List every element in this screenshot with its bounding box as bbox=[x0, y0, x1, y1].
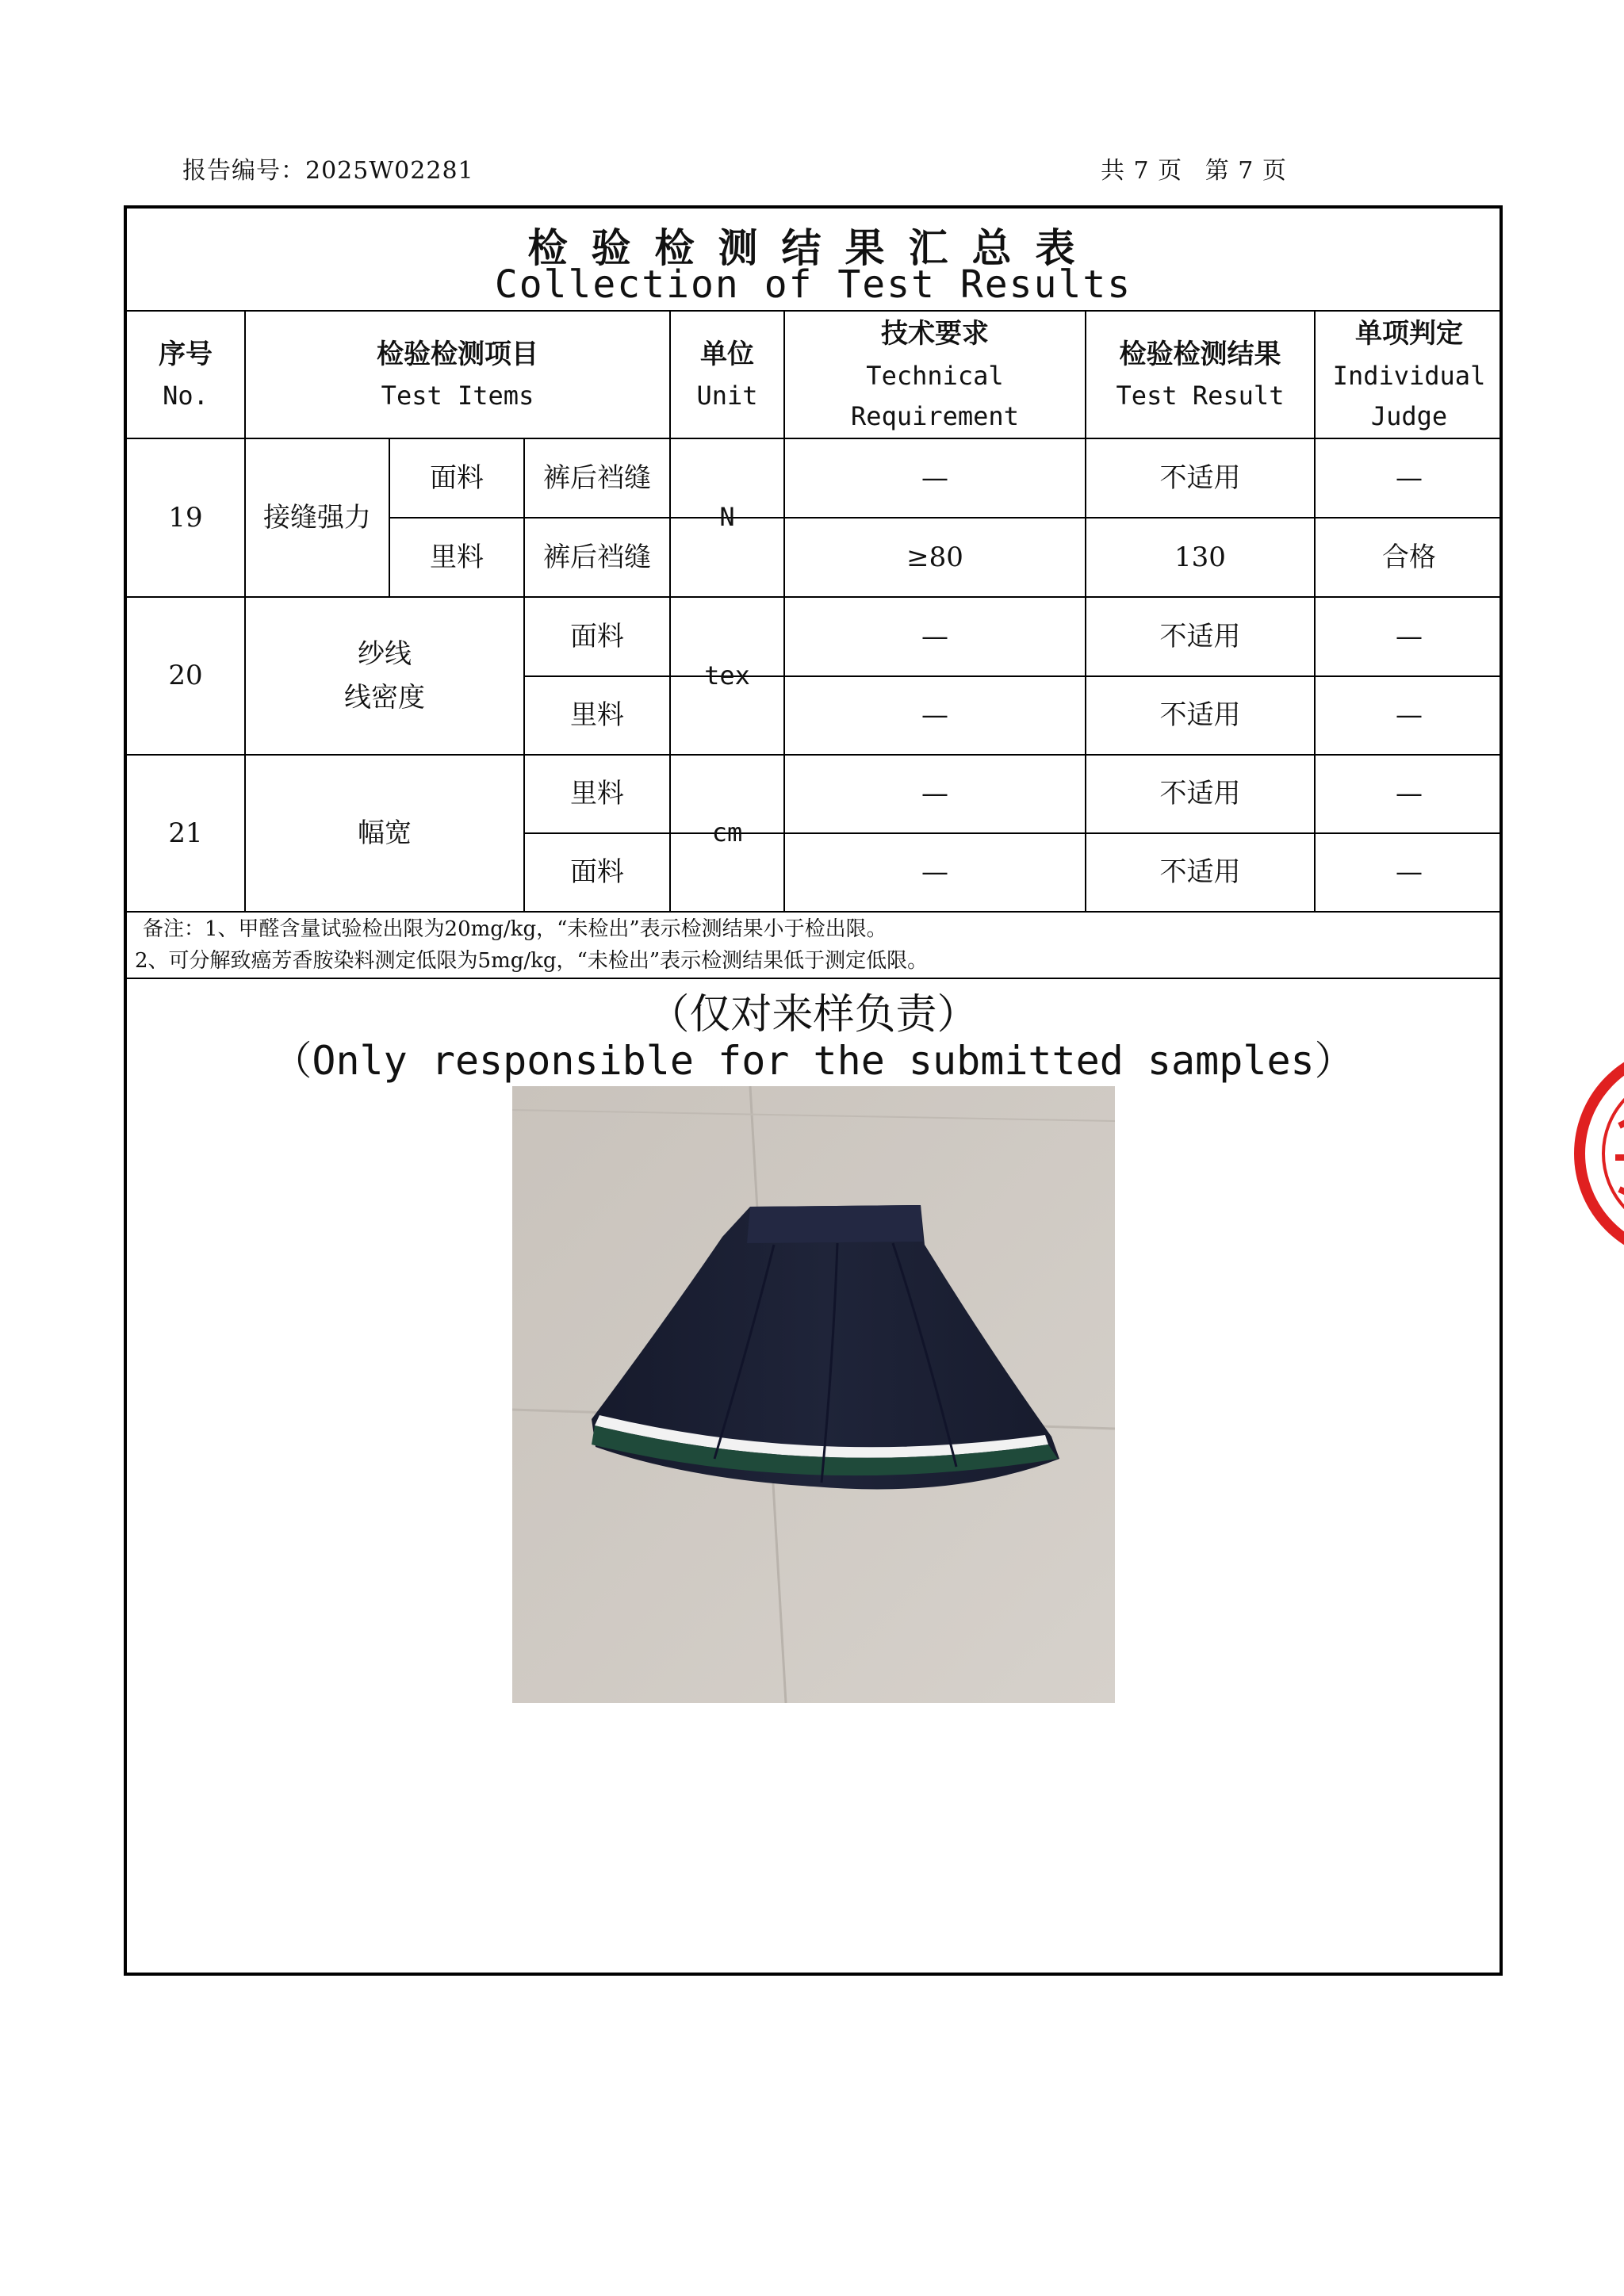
row21-sub2-judge: — bbox=[1396, 856, 1423, 889]
row20-sub1-req: — bbox=[921, 620, 948, 652]
header-unit-en: Unit bbox=[696, 381, 758, 411]
row19-sub2-judge: 合格 bbox=[1382, 541, 1436, 573]
row19-sub1-result: 不适用 bbox=[1159, 461, 1241, 494]
header-items bbox=[246, 312, 669, 438]
official-seal bbox=[1572, 1039, 1624, 1269]
page-number: 第 7 页 bbox=[1205, 157, 1287, 185]
row21-unit: cm bbox=[711, 817, 743, 848]
row21-sub2-result: 不适用 bbox=[1159, 856, 1241, 889]
header-no-en: No. bbox=[163, 381, 209, 411]
row20-sub1-judge: — bbox=[1396, 620, 1423, 652]
header-unit bbox=[671, 312, 783, 438]
row19-no: 19 bbox=[168, 501, 203, 534]
header-result-cn: 检验检测结果 bbox=[1119, 338, 1281, 370]
header-req-cn: 技术要求 bbox=[881, 318, 989, 350]
row20-item-line2: 线密度 bbox=[344, 681, 425, 714]
header-requirement bbox=[785, 312, 1085, 438]
header-result-en: Test Result bbox=[1116, 381, 1285, 411]
header-req-en2: Requirement bbox=[851, 400, 1019, 431]
header-result bbox=[1086, 312, 1314, 438]
row19-sub2-part: 裤后裆缝 bbox=[543, 541, 651, 573]
header-req-en1: Technical bbox=[866, 360, 1004, 391]
responsibility-cn: （仅对来样负责） bbox=[648, 991, 979, 1039]
results-table-frame bbox=[124, 205, 1503, 1976]
page-counter bbox=[1101, 151, 1301, 186]
header-judge bbox=[1316, 312, 1503, 438]
row19-sub1-part: 裤后裆缝 bbox=[543, 461, 651, 494]
row21-sub1-result: 不适用 bbox=[1159, 778, 1241, 810]
row20-sub2-req: — bbox=[921, 699, 948, 732]
row20-sub1-result: 不适用 bbox=[1159, 620, 1241, 652]
row20-sub2-result: 不适用 bbox=[1159, 699, 1241, 732]
header-no bbox=[127, 312, 244, 438]
row19-sub1-judge: — bbox=[1396, 461, 1423, 494]
report-number-label: 报告编号： bbox=[182, 157, 305, 185]
row20-no: 20 bbox=[168, 660, 203, 692]
table-title-cn: 检验检测结果汇总表 bbox=[527, 225, 1099, 271]
row20-item-line1: 纱线 bbox=[358, 638, 412, 671]
row20-unit: tex bbox=[704, 660, 750, 691]
row20-sub1-material: 面料 bbox=[570, 620, 624, 652]
report-number-line bbox=[182, 151, 474, 186]
header-judge-en2: Judge bbox=[1370, 400, 1448, 431]
table-title-en: Collection of Test Results bbox=[494, 262, 1132, 307]
header-items-en: Test Items bbox=[381, 381, 534, 411]
header-no-cn: 序号 bbox=[159, 338, 213, 370]
row21-sub2-req: — bbox=[921, 856, 948, 889]
row19-sub1-material: 面料 bbox=[430, 461, 484, 494]
row21-sub1-material: 里料 bbox=[570, 778, 624, 810]
sample-photo bbox=[512, 1086, 1115, 1703]
row21-sub2-material: 面料 bbox=[570, 856, 624, 889]
responsibility-en: （Only responsible for the submitted samples） bbox=[272, 1038, 1354, 1084]
row20-sub2-material: 里料 bbox=[570, 699, 624, 732]
row19-sub2-material: 里料 bbox=[430, 541, 484, 573]
row19-sub1-req: — bbox=[921, 461, 948, 494]
header-judge-cn: 单项判定 bbox=[1355, 318, 1463, 350]
row19-unit: N bbox=[719, 502, 735, 533]
row19-sub2-result: 130 bbox=[1174, 541, 1226, 573]
total-pages: 共 7 页 bbox=[1101, 157, 1183, 185]
row19-item: 接缝强力 bbox=[263, 501, 371, 534]
row20-item bbox=[246, 598, 523, 754]
row21-no: 21 bbox=[168, 817, 203, 849]
header-items-cn: 检验检测项目 bbox=[377, 338, 538, 370]
header-unit-cn: 单位 bbox=[700, 338, 754, 370]
note-line-2: 2、可分解致癌芳香胺染料测定低限为5mg/kg，“未检出”表示检测结果低于测定低限。 bbox=[135, 949, 929, 973]
report-number: 2025W02281 bbox=[305, 157, 474, 185]
note-line-1: 备注：1、甲醛含量试验检出限为20mg/kg，“未检出”表示检测结果小于检出限。 bbox=[143, 917, 887, 941]
row21-item: 幅宽 bbox=[358, 817, 412, 849]
row21-sub1-req: — bbox=[921, 778, 948, 810]
row20-sub2-judge: — bbox=[1396, 699, 1423, 732]
divider bbox=[127, 911, 1503, 913]
divider bbox=[127, 978, 1503, 979]
row21-sub1-judge: — bbox=[1396, 778, 1423, 810]
header-judge-en1: Individual bbox=[1332, 360, 1486, 391]
row19-sub2-req: ≥80 bbox=[906, 541, 963, 573]
